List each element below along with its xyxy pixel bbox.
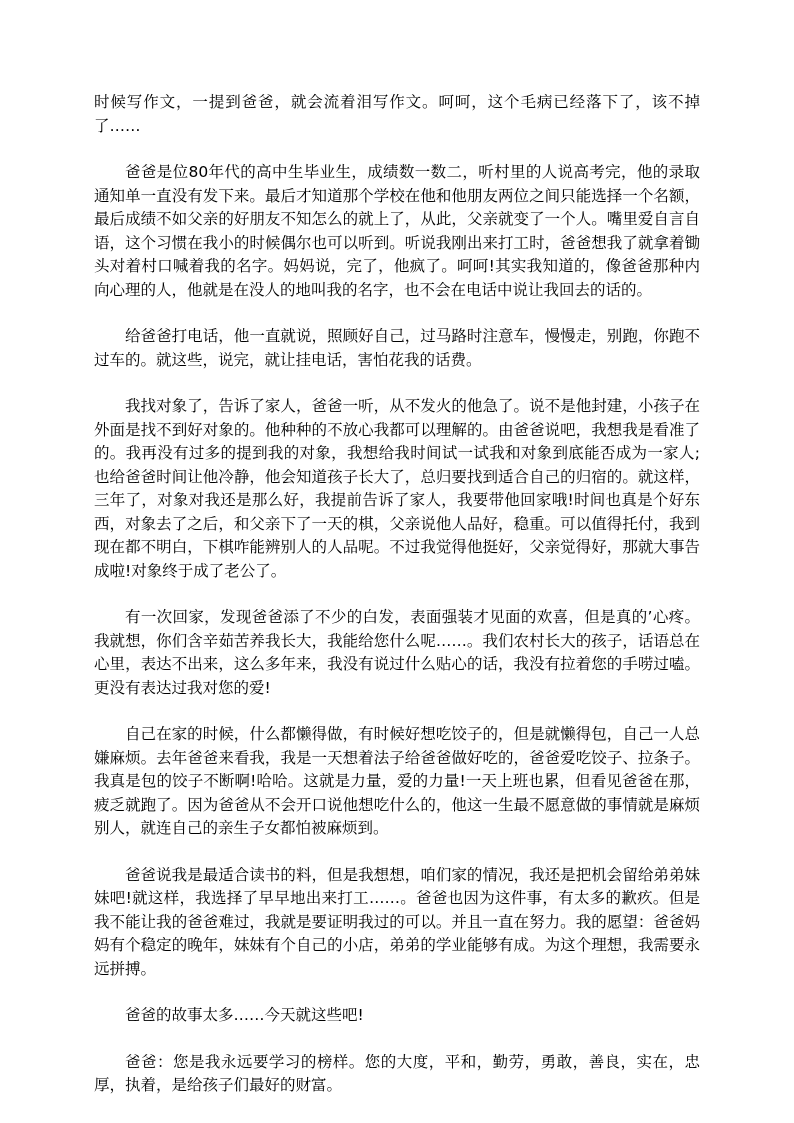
paragraph-4: 我找对象了，告诉了家人，爸爸一听，从不发火的他急了。说不是他封建，小孩子在外面是找不到好对象的。他种种的不放心我都可以理解的。由爸爸说吧，我想我是看准了的。我再没有过多的提到我的对象，我想给我时间试一试我和对象到底能否成为一家人;也给爸爸时间让他冷静，他会知道孩子长大了，总归要找到适合自己的归宿的。就这样，三年了，对象对我还是那么好，我提前告诉了家人，我要带他回家哦!时间也真是个好东西，对象去了之后，和父亲下了一天的棋，父亲说他人品好，稳重。可以值得托付，我到现在都不明白，下棋咋能辨别人的人品呢。不过我觉得他挺好，父亲觉得好，那就大事告成啦!对象终于成了老公了。: [94, 397, 700, 580]
document-body: [94, 91, 700, 1121]
paragraph-6: 自己在家的时候，什么都懒得做，有时候好想吃饺子的，但是就懒得包，自己一人总嫌麻烦。去年爸爸来看我，我是一天想着法子给爸爸做好吃的，爸爸爱吃饺子、拉条子。我真是包的饺子不断啊!哈哈。这就是力量，爱的力量!一天上班也累，但看见爸爸在那，疲乏就跑了。因为爸爸从不会开口说他想吃什么的，他这一生最不愿意做的事情就是麻烦别人，就连自己的亲生子女都怕被麻烦到。: [94, 725, 700, 837]
paragraph-7: 爸爸说我是最适合读书的料，但是我想想，咱们家的情况，我还是把机会留给弟弟妹妹吧!就这样，我选择了早早地出来打工……。爸爸也因为这件事，有太多的歉疚。但是我不能让我的爸爸难过，我就是要证明我过的可以。并且一直在努力。我的愿望：爸爸妈妈有个稳定的晚年，妹妹有个自己的小店，弟弟的学业能够有成。为这个理想，我需要永远拼搏。: [94, 865, 700, 978]
paragraph-9: 爸爸：您是我永远要学习的榜样。您的大度，平和，勤劳，勇敢，善良，实在，忠厚，执着，是给孩子们最好的财富。: [94, 1052, 700, 1094]
paragraph-8: 爸爸的故事太多……今天就这些吧!: [125, 1006, 364, 1024]
paragraph-1: 时候写作文，一提到爸爸，就会流着泪写作文。呵呵，这个毛病已经落下了，该不掉了……: [94, 93, 700, 135]
paragraph-5: 有一次回家，发现爸爸添了不少的白发，表面强装才见面的欢喜，但是真的’心疼。我就想，你们含辛茹苦养我长大，我能给您什么呢……。我们农村长大的孩子，话语总在心里，表达不出来，这么多年来，我没有说过什么贴心的话，我没有拉着您的手唠过嗑。更没有表达过我对您的爱!: [94, 608, 700, 697]
paragraph-3: 给爸爸打电话，他一直就说，照顾好自己，过马路时注意车，慢慢走，别跑，你跑不过车的。就这些，说完，就让挂电话，害怕花我的话费。: [94, 327, 700, 369]
paragraph-2: 爸爸是位80年代的高中生毕业生，成绩数一数二，听村里的人说高考完，他的录取通知单一直没有发下来。最后才知道那个学校在他和他朋友两位之间只能选择一个名额，最后成绩不如父亲的好朋友不知怎么的就上了，从此，父亲就变了一个人。嘴里爱自言自语，这个习惯在我小的时候偶尔也可以听到。听说我刚出来打工时，爸爸想我了就拿着锄头对着村口喊着我的名字。妈妈说，完了，他疯了。呵呵!其实我知道的，像爸爸那种内向心理的人，他就是在没人的地叫我的名字，也不会在电话中说让我回去的话的。: [94, 163, 700, 299]
